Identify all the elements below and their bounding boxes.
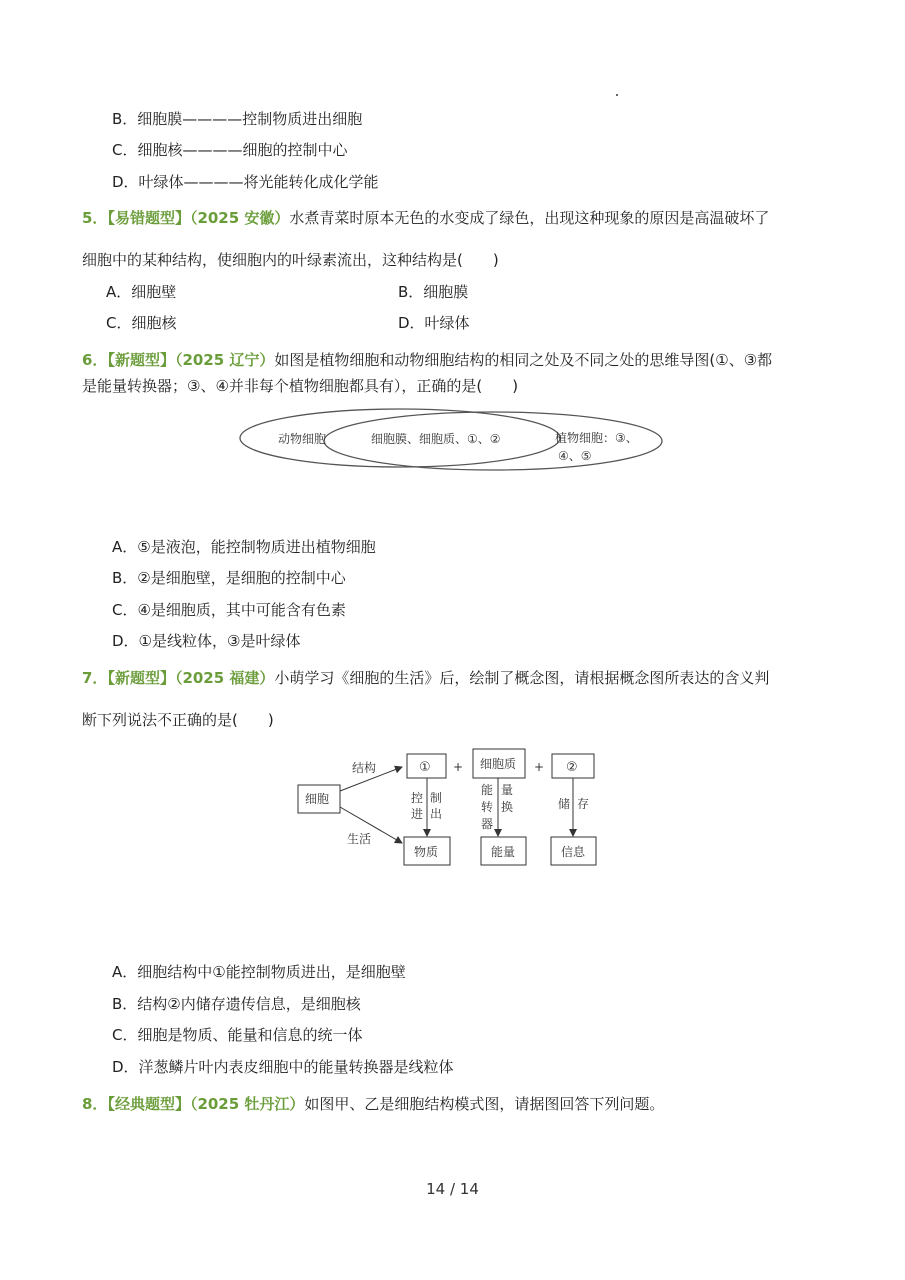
q6-tag: 【新题型】（2025 辽宁） — [107, 351, 275, 369]
structure-label: 结构 — [352, 761, 377, 775]
control-char-1: 控 — [411, 791, 424, 805]
q6-option-d[interactable]: D．①是线粒体，③是叶绿体 — [112, 632, 301, 650]
q7-concept-map — [290, 745, 610, 875]
shared-structures-label: 细胞膜、细胞质、①、② — [371, 432, 501, 446]
q5-text-1: 水煮青菜时原本无色的水变成了绿色，出现这种现象的原因是高温破坏了 — [289, 209, 770, 227]
q7-option-d[interactable]: D．洋葱鳞片叶内表皮细胞中的能量转换器是线粒体 — [112, 1058, 454, 1076]
q5-stem-line1 — [82, 208, 769, 228]
box-2-label: ② — [566, 760, 578, 775]
q7-option-c[interactable]: C．细胞是物质、能量和信息的统一体 — [112, 1026, 363, 1044]
control-char-2: 制 — [430, 791, 443, 805]
stray-dot — [616, 94, 618, 96]
q6-stem-line2: 是能量转换器；③、④并非每个植物细胞都具有），正确的是( ) — [82, 377, 519, 395]
box-1-label: ① — [419, 760, 431, 775]
q7-text-1: 小萌学习《细胞的生活》后，绘制了概念图，请根据概念图所表达的含义判 — [274, 669, 770, 687]
q5-option-d[interactable]: D．叶绿体 — [398, 314, 470, 332]
info-label: 信息 — [561, 845, 586, 859]
q5-option-c[interactable]: C．细胞核 — [106, 314, 177, 332]
q6-option-c[interactable]: C．④是细胞质，其中可能含有色素 — [112, 601, 346, 619]
energy-char-1: 能 — [481, 783, 494, 797]
plus-2: + — [534, 760, 545, 774]
energy-char-4: 换 — [501, 800, 514, 814]
q8-number: 8． — [82, 1095, 108, 1113]
q6-option-a[interactable]: A．⑤是液泡，能控制物质进出植物细胞 — [112, 538, 376, 556]
matter-label: 物质 — [414, 845, 439, 859]
q6-number: 6． — [82, 351, 108, 369]
energy-char-2: 量 — [501, 783, 514, 797]
cytoplasm-label: 细胞质 — [480, 757, 517, 771]
q6-option-b[interactable]: B．②是细胞壁，是细胞的控制中心 — [112, 569, 346, 587]
energy-char-5: 器 — [481, 817, 494, 831]
plant-cell-label-2: ④、⑤ — [558, 449, 592, 463]
store-char-1: 储 — [558, 797, 571, 811]
q5-option-a[interactable]: A．细胞壁 — [106, 283, 177, 301]
q4-option-d[interactable]: D．叶绿体————将光能转化成化学能 — [112, 173, 379, 191]
energy-char-3: 转 — [481, 800, 494, 814]
q8-tag: 【经典题型】（2025 牡丹江） — [107, 1095, 305, 1113]
q5-stem-line2: 细胞中的某种结构，使细胞内的叶绿素流出，这种结构是( ) — [82, 251, 499, 269]
cell-label: 细胞 — [305, 792, 330, 806]
life-label: 生活 — [347, 832, 372, 846]
control-char-3: 进 — [411, 807, 424, 821]
q6-text-1: 如图是植物细胞和动物细胞结构的相同之处及不同之处的思维导图(①、③都 — [274, 351, 773, 369]
plus-1: + — [453, 760, 464, 774]
animal-cell-label: 动物细胞 — [278, 432, 327, 446]
q7-option-b[interactable]: B．结构②内储存遗传信息，是细胞核 — [112, 995, 361, 1013]
q5-number: 5． — [82, 209, 108, 227]
q5-tag: 【易错题型】（2025 安徽） — [107, 209, 290, 227]
q8-text-1: 如图甲、乙是细胞结构模式图，请据图回答下列问题。 — [304, 1095, 665, 1113]
q7-stem-line2: 断下列说法不正确的是( ) — [82, 711, 274, 729]
q7-tag: 【新题型】（2025 福建） — [107, 669, 275, 687]
q7-stem-line1 — [82, 668, 769, 688]
q7-option-a[interactable]: A．细胞结构中①能控制物质进出，是细胞壁 — [112, 963, 406, 981]
q6-venn-diagram — [238, 408, 666, 474]
control-char-4: 出 — [430, 807, 443, 821]
q7-number: 7． — [82, 669, 108, 687]
q4-option-b[interactable]: B．细胞膜————控制物质进出细胞 — [112, 110, 363, 128]
q5-option-b[interactable]: B．细胞膜 — [398, 283, 469, 301]
page-number: 14 / 14 — [426, 1180, 479, 1198]
plant-cell-label-1: 植物细胞：③、 — [555, 431, 638, 445]
q6-stem-line1 — [82, 350, 772, 370]
energy-label: 能量 — [491, 845, 516, 859]
store-char-2: 存 — [577, 797, 590, 811]
q4-option-c[interactable]: C．细胞核————细胞的控制中心 — [112, 141, 348, 159]
q8-stem-line1 — [82, 1094, 664, 1114]
